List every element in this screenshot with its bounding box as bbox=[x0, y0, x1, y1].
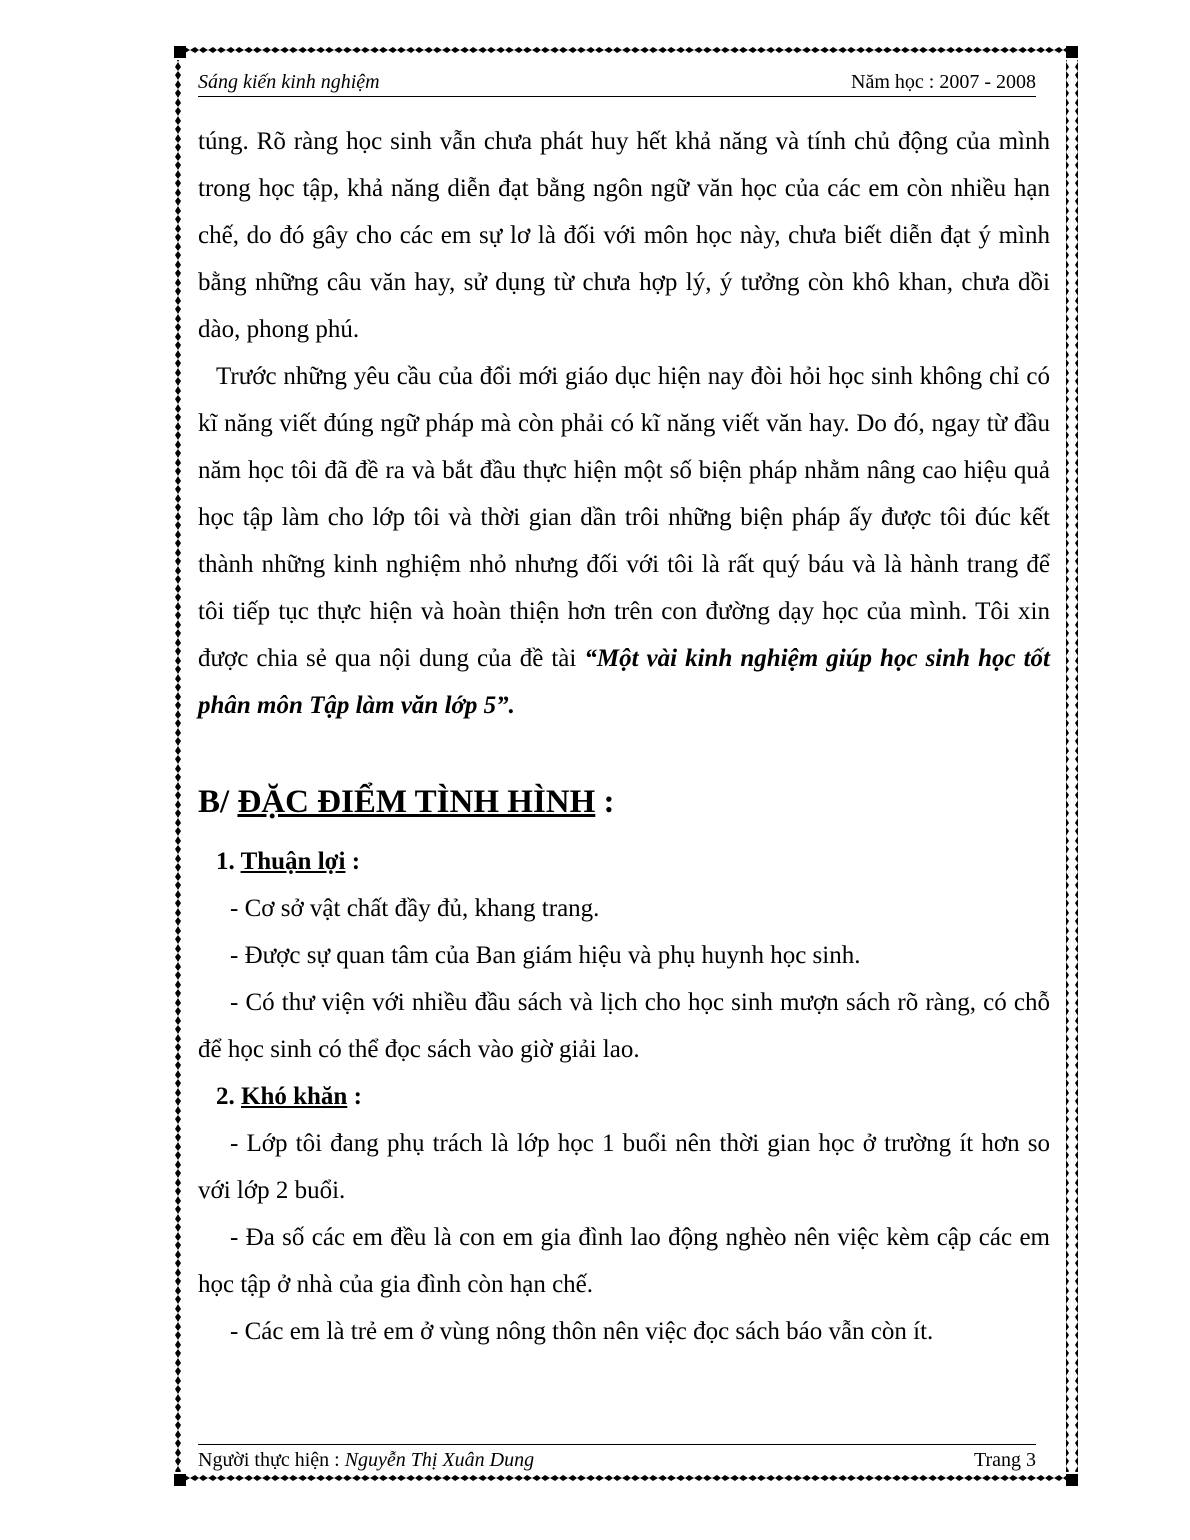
page-header bbox=[198, 70, 1036, 97]
footer-page-label: Trang bbox=[973, 1449, 1021, 1471]
header-school-year: Năm học : 2007 - 2008 bbox=[851, 71, 1036, 93]
paragraph-2-text: Trước những yêu cầu của đổi mới giáo dục hiện nay đòi hỏi học sinh không chỉ có kĩ năng viết đúng ngữ pháp mà còn phải có kĩ năng viết văn hay. Do đó, ngay từ đầu năm học tôi đã đề ra và bắt đầu thực hiện một số biện pháp nhằm nâng cao hiệu quả học tập làm cho lớp tôi và thời gian dần trôi những biện pháp ấy được tôi đúc kết thành những kinh nghiệm nhỏ nhưng đối với tôi là rất quý báu và là hành trang để tôi tiếp tục thực hiện và hoàn thiện hơn trên con đường dạy học của mình. Tôi xin được chia sẻ qua nội dung của đề tài bbox=[198, 363, 1050, 672]
section-b-heading bbox=[198, 784, 615, 821]
difficulties-heading bbox=[198, 1073, 1050, 1120]
footer-page-number: 3 bbox=[1026, 1449, 1036, 1471]
section-b-prefix: B/ bbox=[198, 784, 230, 820]
footer-author-name: Nguyễn Thị Xuân Dung bbox=[344, 1449, 535, 1471]
advantages-number: 1. bbox=[216, 848, 235, 875]
advantage-item: - Cơ sở vật chất đầy đủ, khang trang. bbox=[230, 895, 600, 922]
page-footer bbox=[198, 1444, 1036, 1475]
advantages-suffix: : bbox=[351, 848, 361, 875]
difficulty-item: - Đa số các em đều là con em gia đình lao động nghèo nên việc kèm cập các em học tập ở nhà của gia đình còn hạn chế. bbox=[198, 1224, 1050, 1298]
difficulties-number: 2. bbox=[216, 1083, 235, 1110]
header-title: Sáng kiến kinh nghiệm bbox=[198, 71, 380, 93]
advantages-section bbox=[198, 838, 1050, 1073]
difficulty-item: - Lớp tôi đang phụ trách là lớp học 1 buổi nên thời gian học ở trường ít hơn so với lớp 2 buổi. bbox=[198, 1130, 1050, 1204]
paragraph-2 bbox=[198, 353, 1050, 729]
advantages-heading bbox=[198, 838, 1050, 885]
advantage-item: - Có thư viện với nhiều đầu sách và lịch cho học sinh mượn sách rõ ràng, có chỗ để học sinh có thể đọc sách vào giờ giải lao. bbox=[198, 989, 1050, 1063]
difficulties-suffix: : bbox=[353, 1083, 362, 1110]
advantages-title: Thuận lợi bbox=[240, 848, 346, 875]
difficulties-section bbox=[198, 1073, 1050, 1355]
paragraph-1: túng. Rõ ràng học sinh vẫn chưa phát huy hết khả năng và tính chủ động của mình trong học tập, khả năng diễn đạt bằng ngôn ngữ văn học của các em còn nhiều hạn chế, do đó gây cho các em sự lơ là đối với môn học này, chưa biết diễn đạt ý mình bằng những câu văn hay, sử dụng từ chưa hợp lý, ý tưởng còn khô khan, chưa dồi dào, phong phú. bbox=[198, 128, 1050, 343]
footer-page bbox=[974, 1449, 1036, 1472]
difficulty-item: - Các em là trẻ em ở vùng nông thôn nên việc đọc sách báo vẫn còn ít. bbox=[230, 1318, 934, 1345]
difficulties-title: Khó khăn bbox=[241, 1083, 348, 1110]
footer-author-label: Người thực hiện : bbox=[198, 1449, 340, 1471]
section-b-suffix: : bbox=[603, 784, 615, 820]
section-b-title: ĐẶC ĐIỂM TÌNH HÌNH bbox=[237, 784, 596, 820]
advantage-item: - Được sự quan tâm của Ban giám hiệu và phụ huynh học sinh. bbox=[230, 942, 861, 969]
topic-title: “Một vài kinh nghiệm giúp học sinh học tốt phân môn Tập làm văn lớp 5”. bbox=[198, 645, 1050, 719]
body-text bbox=[198, 118, 1050, 729]
footer-author bbox=[198, 1449, 534, 1472]
